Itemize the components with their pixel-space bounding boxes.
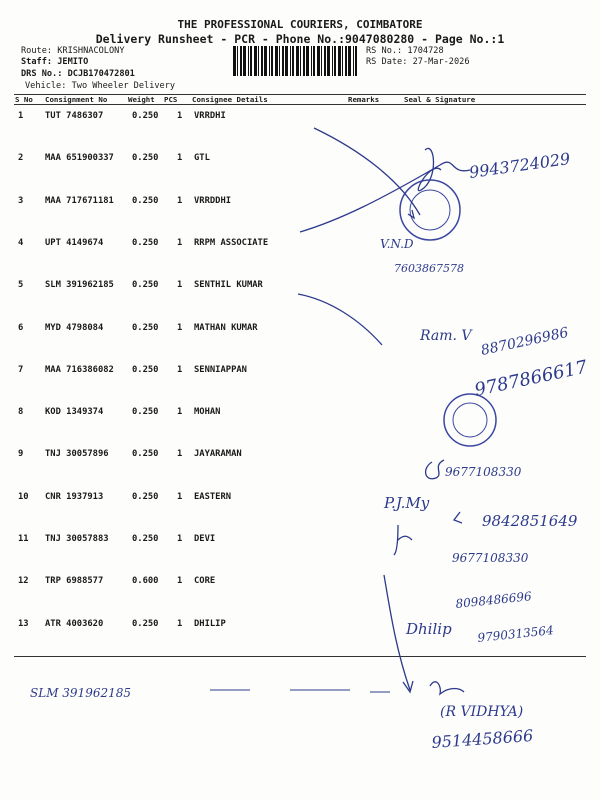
barcode-bar: [269, 46, 270, 76]
row-pcs: 1: [177, 111, 183, 121]
barcode-bar: [275, 46, 278, 76]
hw-number-8: 8098486696: [454, 589, 533, 611]
row-consignee: SENTHIL KUMAR: [194, 280, 263, 291]
row-pcs: 1: [177, 322, 183, 333]
route-label: Route:: [21, 46, 53, 56]
row-consignee: SENNIAPPAN: [194, 364, 247, 375]
row-consignment: SLM 391962185: [45, 280, 114, 291]
barcode-bar: [279, 46, 280, 76]
row-consignment: MYD 4798084: [45, 322, 104, 333]
barcode-bar: [237, 46, 238, 76]
row-pcs: 1: [177, 576, 183, 587]
row-consignee: JAYARAMAN: [194, 449, 242, 460]
row-consignee: VRRDHI: [194, 111, 226, 121]
row-consignee: CORE: [194, 576, 216, 587]
barcode-bar: [306, 46, 309, 76]
hw-number-1: 9943724029: [467, 148, 572, 182]
hw-number-5: 9677108330: [445, 465, 522, 479]
hw-number-7: 9677108330: [452, 551, 529, 565]
barcode-bar: [282, 46, 284, 76]
row-pcs: 1: [177, 534, 183, 544]
row-consignment: MAA 716386082: [45, 364, 114, 375]
row-consignment: UPT 4149674: [45, 237, 104, 248]
row-pcs: 1: [177, 153, 183, 164]
courier-stamp: [400, 180, 496, 446]
row-consignee: VRRDDHI: [194, 195, 232, 206]
row-sno: 9: [18, 449, 24, 460]
barcode-bar: [264, 46, 267, 76]
drs-value: DCJB170472801: [67, 69, 135, 79]
hw-r-vidhya: (R VIDHYA): [440, 704, 524, 720]
barcode-bar: [332, 46, 333, 76]
row-sno: 1: [18, 111, 24, 121]
row-pcs: 1: [177, 364, 183, 375]
row-consignment: MAA 651900337: [45, 153, 114, 164]
hw-number-6: 9842851649: [482, 512, 578, 530]
row-sno: 2: [18, 153, 24, 164]
row-sno: 3: [18, 195, 24, 206]
rs-date-value: 27-Mar-2026: [412, 57, 470, 67]
barcode-bar: [334, 46, 336, 76]
row-pcs: 1: [177, 407, 183, 418]
row-weight: 0.250: [132, 237, 159, 248]
barcode-bar: [348, 46, 351, 76]
row-sno: 7: [18, 364, 24, 375]
row-sno: 13: [18, 618, 29, 629]
row-sno: 8: [18, 407, 24, 418]
row-pcs: 1: [177, 449, 183, 460]
col-remarks: Remarks: [348, 95, 380, 104]
runsheet-subtitle: Delivery Runsheet - PCR - Phone No.:9047080280 - Page No.:1: [95, 32, 505, 46]
drs-line: [21, 69, 135, 79]
col-pcs: PCS: [164, 95, 178, 104]
barcode-bar: [355, 46, 357, 76]
barcode-bar: [243, 46, 246, 76]
row-weight: 0.250: [132, 195, 159, 206]
row-consignee: RRPM ASSOCIATE: [194, 237, 269, 248]
row-consignment: MAA 717671181: [45, 195, 114, 206]
barcode-bar: [250, 46, 252, 76]
row-pcs: 1: [177, 618, 183, 629]
row-consignment: TUT 7486307: [45, 111, 104, 121]
row-weight: 0.250: [132, 364, 159, 375]
barcode-bar: [296, 46, 299, 76]
hw-ram: Ram. V: [420, 328, 472, 344]
rs-no-line: [366, 46, 444, 56]
row-consignment: TNJ 30057896: [45, 449, 109, 460]
col-seal-signature: Seal & Signature: [404, 95, 476, 104]
row-weight: 0.250: [132, 407, 159, 418]
row-sno: 5: [18, 280, 24, 291]
barcode-bar: [311, 46, 312, 76]
barcode-bar: [292, 46, 294, 76]
rs-no-value: 1704728: [407, 46, 444, 56]
barcode-bar: [290, 46, 291, 76]
barcode-bar: [321, 46, 322, 76]
rs-date-line: [366, 57, 470, 67]
vehicle-label: Vehicle:: [25, 81, 67, 91]
row-consignee: DEVI: [194, 534, 216, 544]
hw-footer-signature: [430, 682, 464, 694]
barcode-bar: [303, 46, 305, 76]
hw-dhilip: Dhilip: [406, 620, 452, 638]
barcode-bar: [300, 46, 301, 76]
hw-footer-scribble: [210, 690, 390, 692]
drs-label: DRS No.:: [21, 69, 63, 79]
row-consignment: ATR 4003620: [45, 618, 104, 629]
staff-label: Staff:: [21, 57, 53, 67]
row-pcs: 1: [177, 237, 183, 248]
barcode-bar: [261, 46, 263, 76]
row-weight: 0.250: [132, 449, 159, 460]
row-weight: 0.250: [132, 322, 159, 333]
row-sno: 10: [18, 491, 29, 502]
vehicle-line: [25, 81, 175, 91]
company-title: THE PROFESSIONAL COURIERS, COIMBATORE: [177, 18, 423, 31]
row-sno: 12: [18, 576, 29, 587]
barcode-bar: [285, 46, 288, 76]
row-sno: 4: [18, 237, 24, 248]
barcode-bar: [345, 46, 347, 76]
row-weight: 0.250: [132, 534, 159, 544]
barcode: [233, 46, 359, 76]
hw-number-3: 8870296986: [479, 324, 570, 359]
row-weight: 0.600: [132, 576, 159, 587]
barcode-bar: [317, 46, 320, 76]
barcode-bar: [342, 46, 343, 76]
row-consignee: MATHAN KUMAR: [194, 322, 258, 333]
barcode-bar: [248, 46, 249, 76]
staff-value: JEMITO: [57, 57, 89, 67]
row-consignment: TNJ 30057883: [45, 534, 109, 544]
row-consignment: CNR 1937913: [45, 491, 104, 502]
rs-date-label: RS Date:: [366, 57, 408, 67]
row-pcs: 1: [177, 280, 183, 291]
col-consignment: Consignment No: [45, 95, 108, 104]
row-consignment: KOD 1349374: [45, 407, 104, 418]
col-consignee: Consignee Details: [192, 95, 268, 104]
hw-number-9: 9790313564: [476, 623, 555, 645]
header-rule-bottom: [14, 104, 586, 105]
col-weight: Weight: [128, 95, 155, 104]
hw-vnd: V.N.D: [380, 237, 414, 251]
row-sno: 11: [18, 534, 29, 544]
rs-no-label: RS No.:: [366, 46, 403, 56]
row-pcs: 1: [177, 195, 183, 206]
barcode-bar: [271, 46, 273, 76]
col-sno: S No: [15, 95, 33, 104]
route-line: [21, 46, 125, 56]
barcode-bar: [338, 46, 341, 76]
barcode-bar: [233, 46, 236, 76]
row-weight: 0.250: [132, 111, 159, 121]
row-consignee: DHILIP: [194, 618, 226, 629]
barcode-bar: [353, 46, 354, 76]
row-weight: 0.250: [132, 491, 159, 502]
row-pcs: 1: [177, 491, 183, 502]
staff-line: [21, 57, 88, 67]
row-consignment: TRP 6988577: [45, 576, 104, 587]
barcode-bar: [258, 46, 259, 76]
row-weight: 0.250: [132, 153, 159, 164]
row-weight: 0.250: [132, 280, 159, 291]
barcode-bar: [327, 46, 330, 76]
signature-strokes: [298, 128, 470, 692]
row-consignee: GTL: [194, 153, 210, 164]
hw-footer-ref: SLM 391962185: [30, 686, 132, 700]
barcode-bar: [313, 46, 315, 76]
row-weight: 0.250: [132, 618, 159, 629]
row-consignee: EASTERN: [194, 491, 232, 502]
row-sno: 6: [18, 322, 24, 333]
hw-number-4: 9787866617: [472, 356, 590, 401]
barcode-bar: [240, 46, 242, 76]
hw-final-phone: 9514458666: [430, 725, 534, 752]
route-value: KRISHNACOLONY: [57, 46, 125, 56]
row-consignee: MOHAN: [194, 407, 221, 418]
hw-number-2: 7603867578: [394, 262, 464, 275]
barcode-bar: [324, 46, 326, 76]
barcode-bar: [254, 46, 257, 76]
footer-rule: [14, 656, 586, 657]
hw-pjm: P.J.My: [384, 494, 430, 512]
vehicle-value: Two Wheeler Delivery: [71, 81, 176, 91]
